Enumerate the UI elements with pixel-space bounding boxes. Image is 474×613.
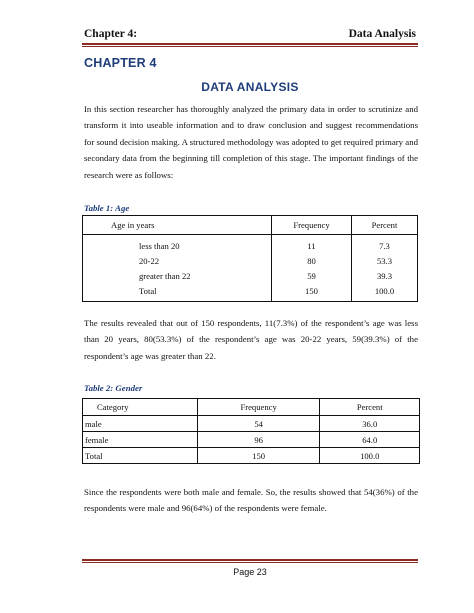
table-total-row bbox=[83, 283, 418, 302]
table-row bbox=[83, 416, 420, 432]
header-rule-thin bbox=[82, 46, 418, 47]
table-cell: Total bbox=[139, 285, 157, 296]
table-cell: 39.3 bbox=[351, 268, 417, 283]
col-header: Frequency bbox=[197, 399, 320, 416]
table-cell: 53.3 bbox=[351, 253, 417, 268]
table-cell: 64.0 bbox=[320, 432, 420, 448]
col-header: Percent bbox=[320, 399, 420, 416]
table-cell: 20-22 bbox=[139, 255, 160, 266]
table-row bbox=[83, 253, 418, 268]
intro-paragraph: In this section researcher has thoroughly analyzed the primary data in order to scrutinize and transform it into useable information and to draw conclusion and suggest recommendations for sound decision making. A structured methodology was adopted to get required primary and secondary data from the beginning till completion of this stage. The important findings of the research were as follows: bbox=[84, 104, 418, 180]
table-cell: less than 20 bbox=[139, 240, 180, 251]
table-cell: Total bbox=[85, 450, 103, 461]
table-cell: 54 bbox=[197, 416, 320, 432]
table-cell: 100.0 bbox=[351, 283, 417, 302]
table-cell: 11 bbox=[272, 235, 352, 254]
page-number: Page 23 bbox=[233, 567, 267, 577]
table-cell: 59 bbox=[272, 268, 352, 283]
gender-result-paragraph: Since the respondents were both male and female. So, the results showed that 54(36%) of the respondents were male and 96(64%) of the respondents were female. bbox=[84, 487, 418, 514]
table-total-row bbox=[83, 448, 420, 464]
table-cell: female bbox=[83, 432, 198, 448]
page-header bbox=[82, 28, 418, 42]
col-header: Percent bbox=[351, 216, 417, 235]
gender-table bbox=[82, 398, 420, 464]
table-cell: 36.0 bbox=[320, 416, 420, 432]
table-cell: 7.3 bbox=[351, 235, 417, 254]
table-cell: 80 bbox=[272, 253, 352, 268]
table-cell: greater than 22 bbox=[139, 270, 191, 281]
footer-rule bbox=[82, 559, 418, 561]
col-header: Frequency bbox=[272, 216, 352, 235]
header-section: Data Analysis bbox=[348, 28, 416, 40]
table-header-row bbox=[83, 216, 418, 235]
age-table bbox=[82, 215, 418, 302]
age-result-paragraph: The results revealed that out of 150 respondents, 11(7.3%) of the respondent’s age was less than 20 years, 80(53.3%) of the respondent’s age was 20-22 years, 59(39.3%) of the respondent’s age was greater than 22. bbox=[84, 318, 418, 361]
table-cell: male bbox=[83, 416, 198, 432]
header-chapter: Chapter 4: bbox=[84, 28, 138, 40]
header-rule bbox=[82, 43, 418, 45]
col-header: Age in years bbox=[83, 216, 272, 235]
table-row bbox=[83, 432, 420, 448]
footer-rule-thin bbox=[82, 562, 418, 563]
table-header-row bbox=[83, 399, 420, 416]
col-header: Category bbox=[83, 399, 198, 416]
table-age-caption: Table 1: Age bbox=[84, 203, 130, 213]
section-title: DATA ANALYSIS bbox=[201, 80, 299, 94]
chapter-label: CHAPTER 4 bbox=[84, 56, 157, 70]
table-cell: 150 bbox=[197, 448, 320, 464]
table-cell: 150 bbox=[272, 283, 352, 302]
table-row bbox=[83, 268, 418, 283]
table-gender-caption: Table 2: Gender bbox=[84, 383, 143, 393]
table-cell: 100.0 bbox=[320, 448, 420, 464]
table-cell: 96 bbox=[197, 432, 320, 448]
table-row bbox=[83, 235, 418, 254]
